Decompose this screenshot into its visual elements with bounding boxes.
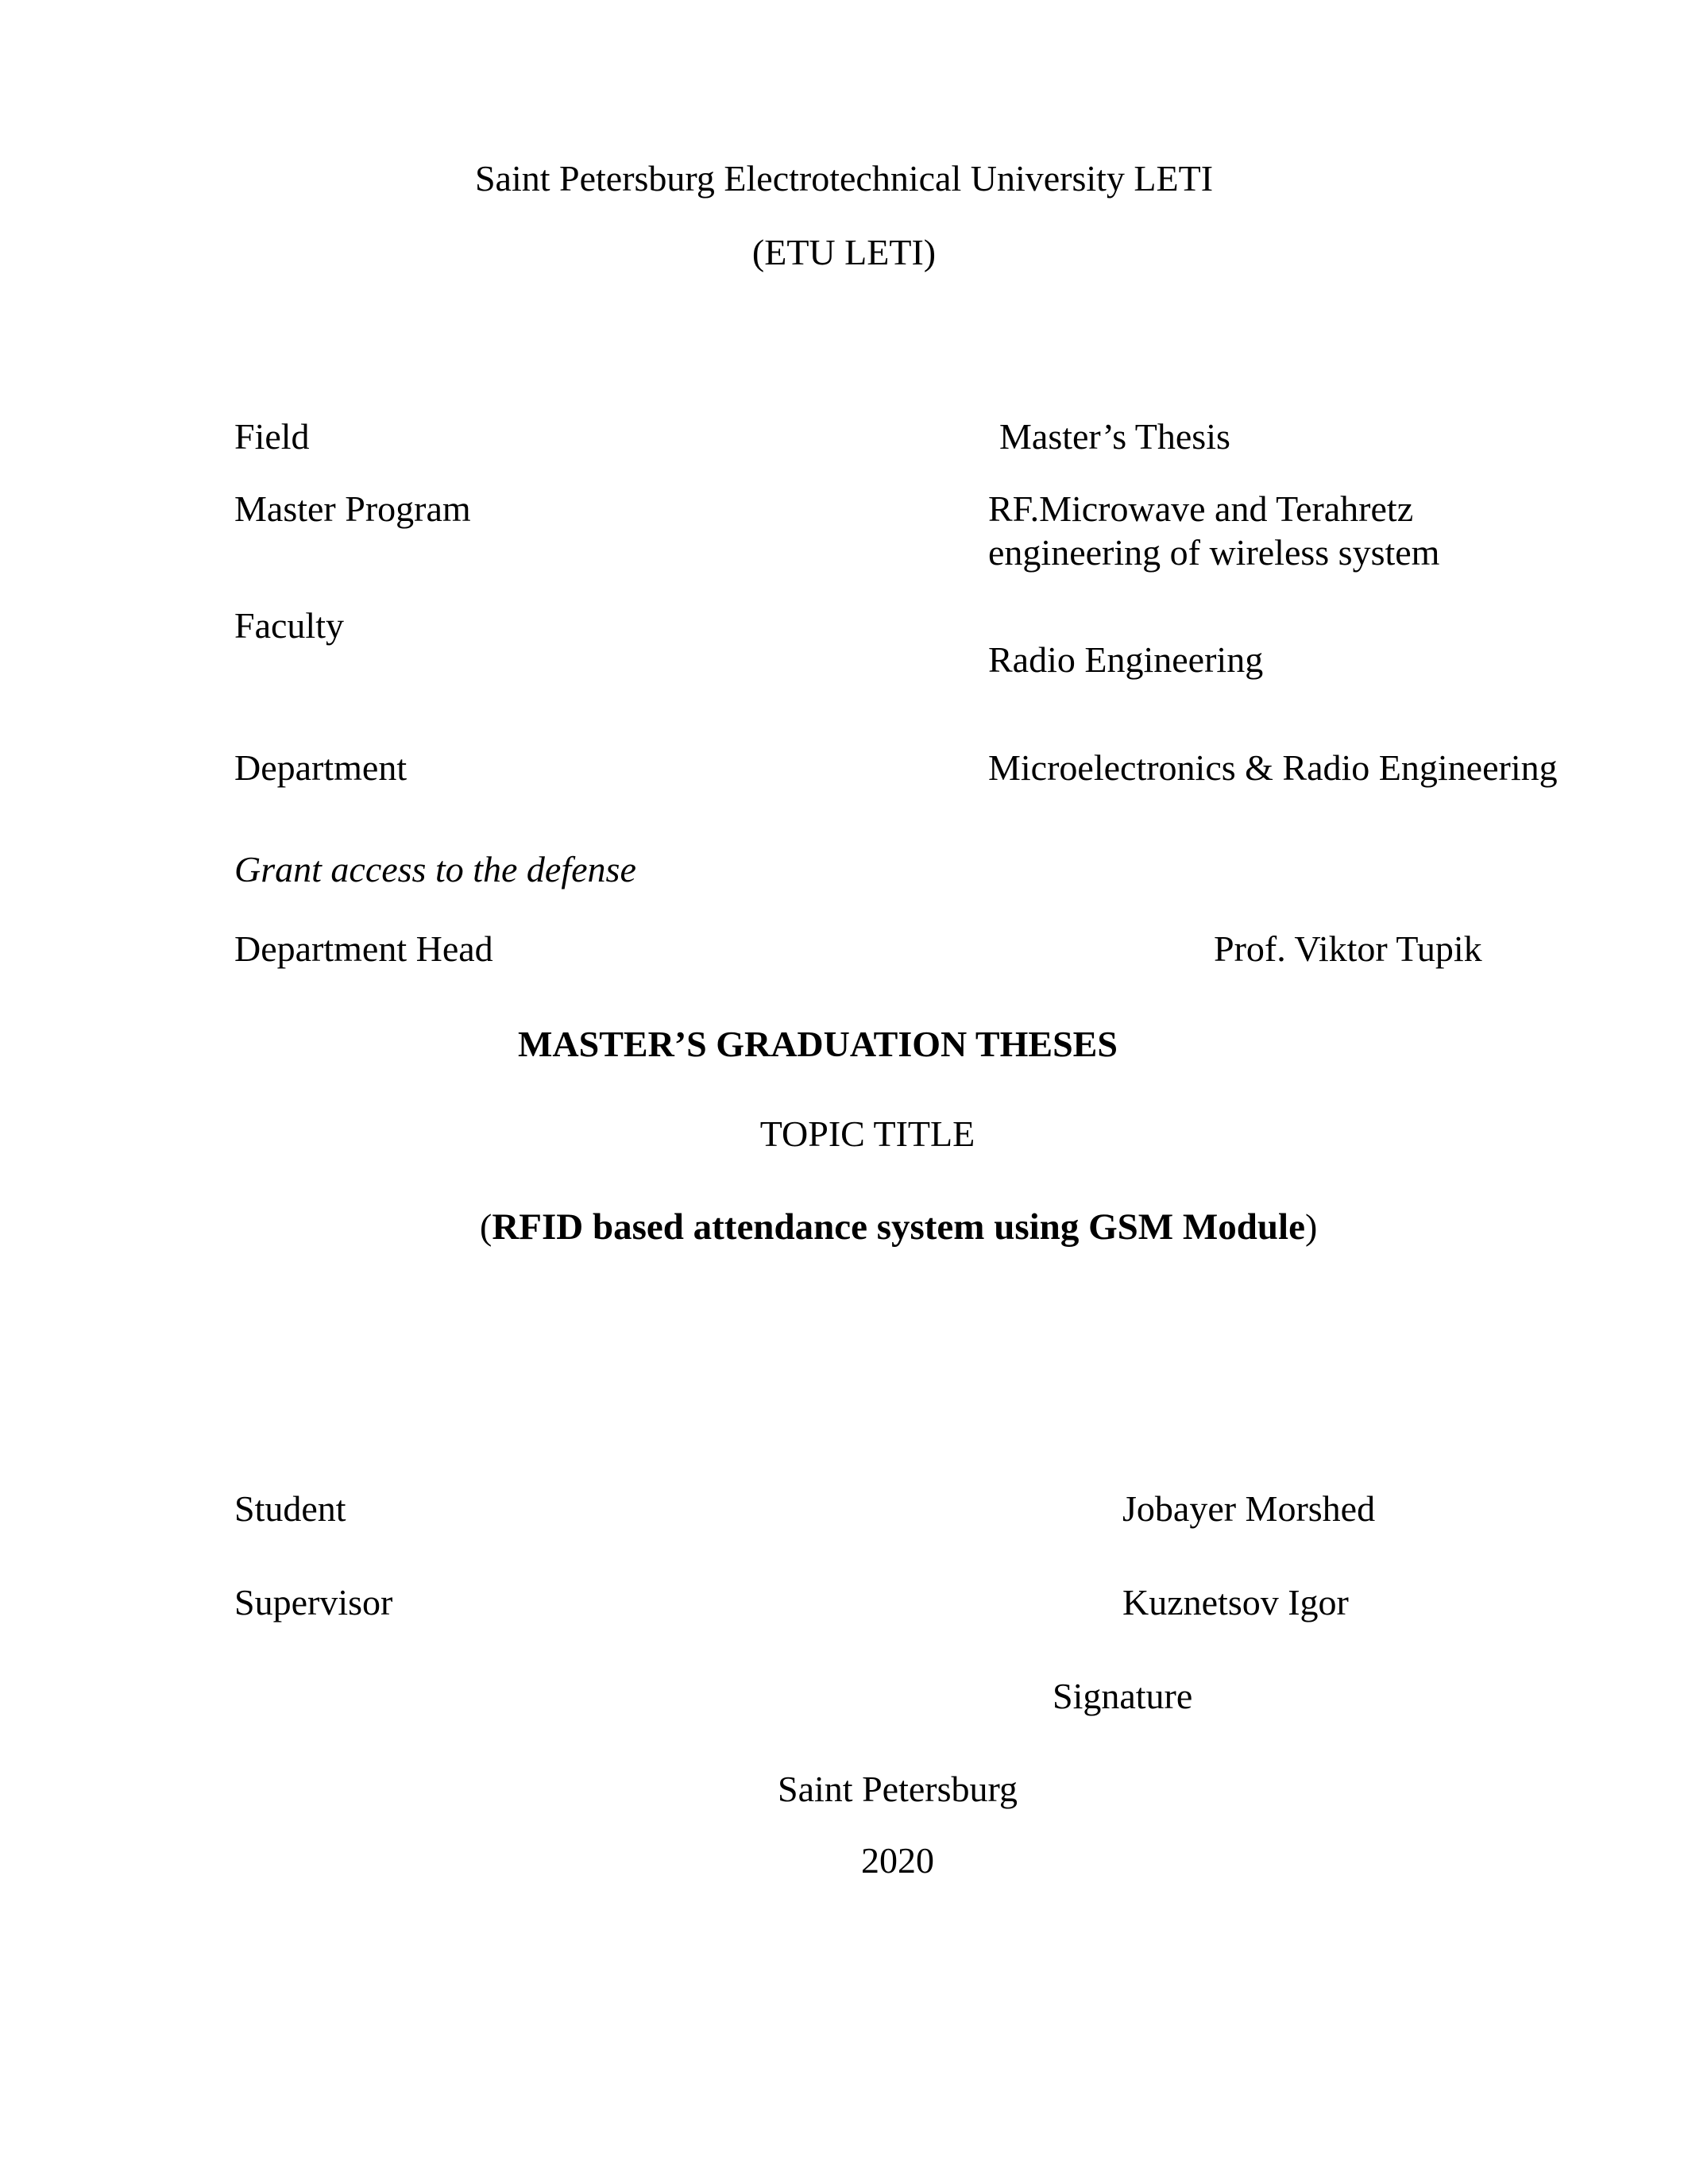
supervisor-name: Kuznetsov Igor xyxy=(1122,1582,1349,1623)
student-label: Student xyxy=(234,1488,346,1529)
field-value: Master’s Thesis xyxy=(999,416,1230,457)
university-name: Saint Petersburg Electrotechnical University LETI xyxy=(474,158,1214,199)
student-name: Jobayer Morshed xyxy=(1122,1488,1376,1529)
topic-open-paren: ( xyxy=(480,1206,492,1247)
thesis-heading: MASTER’S GRADUATION THESES xyxy=(518,1024,1118,1064)
topic-close-paren: ) xyxy=(1304,1206,1318,1247)
program-value-line2: engineering of wireless system xyxy=(988,532,1440,573)
city: Saint Petersburg xyxy=(778,1769,1018,1809)
year: 2020 xyxy=(861,1840,934,1881)
department-value: Microelectronics & Radio Engineering xyxy=(988,747,1558,788)
department-head-label: Department Head xyxy=(234,928,493,969)
department-label: Department xyxy=(234,747,408,788)
faculty-value: Radio Engineering xyxy=(988,639,1264,680)
program-value-line1: RF.Microwave and Terahretz xyxy=(988,488,1414,529)
university-abbreviation: (ETU LETI) xyxy=(751,232,937,272)
topic-title xyxy=(480,1206,1318,1248)
supervisor-label: Supervisor xyxy=(234,1582,393,1623)
field-label: Field xyxy=(234,416,310,457)
grant-access-text: Grant access to the defense xyxy=(234,849,636,889)
signature-label: Signature xyxy=(1053,1676,1193,1716)
topic-text: RFID based attendance system using GSM Module xyxy=(492,1206,1305,1248)
department-head-value: Prof. Viktor Tupik xyxy=(1214,928,1482,969)
program-label: Master Program xyxy=(234,488,471,529)
faculty-label: Faculty xyxy=(234,605,344,646)
topic-title-label: TOPIC TITLE xyxy=(759,1113,975,1154)
